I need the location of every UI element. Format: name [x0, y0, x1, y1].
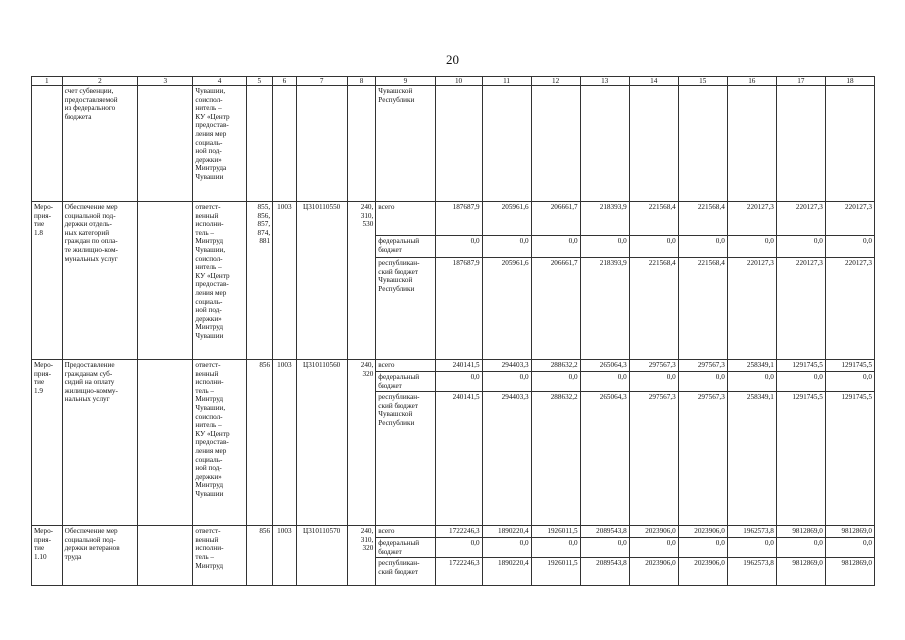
amount-cell: 206661,7: [531, 202, 580, 236]
amount-cell: 297567,3: [678, 360, 727, 372]
header-cell: 12: [531, 77, 580, 86]
header-cell: 2: [62, 77, 138, 86]
event-vr: 240, 310, 530: [347, 202, 376, 360]
amount-cell: 0,0: [678, 538, 727, 558]
event-vr: 240, 310, 320: [347, 526, 376, 586]
table-cell: [32, 86, 63, 202]
amount-cell: 0,0: [482, 372, 531, 392]
amount-cell: 220127,3: [727, 202, 776, 236]
table-cell: [776, 86, 825, 202]
funding-source: всего: [376, 526, 435, 538]
amount-cell: 1890220,4: [482, 558, 531, 586]
amount-cell: 221568,4: [678, 258, 727, 360]
amount-cell: 1722246,3: [435, 526, 482, 538]
table-row: [32, 526, 875, 538]
event-col3: [138, 526, 193, 586]
header-cell: 8: [347, 77, 376, 86]
amount-cell: 297567,3: [629, 360, 678, 372]
amount-cell: 0,0: [825, 372, 874, 392]
amount-cell: 2023906,0: [678, 558, 727, 586]
continuation-source: Чувашской Республики: [376, 86, 435, 202]
header-cell: 13: [580, 77, 629, 86]
amount-cell: 0,0: [435, 236, 482, 258]
funding-source: федеральный бюджет: [376, 236, 435, 258]
table-cell: [296, 86, 347, 202]
header-cell: 11: [482, 77, 531, 86]
event-rzpr: 1003: [273, 360, 297, 526]
header-cell: 3: [138, 77, 193, 86]
table-cell: [435, 86, 482, 202]
table-row: [32, 202, 875, 236]
header-cell: 17: [776, 77, 825, 86]
header-cell: 16: [727, 77, 776, 86]
funding-source: всего: [376, 360, 435, 372]
funding-source: республикан- ский бюджет: [376, 558, 435, 586]
amount-cell: 2023906,0: [629, 558, 678, 586]
amount-cell: 0,0: [482, 236, 531, 258]
amount-cell: 220127,3: [825, 258, 874, 360]
table-row: [32, 360, 875, 372]
amount-cell: 1291745,5: [825, 392, 874, 526]
amount-cell: 0,0: [580, 538, 629, 558]
amount-cell: 0,0: [727, 538, 776, 558]
table-cell: [273, 86, 297, 202]
event-csr: Ц310110570: [296, 526, 347, 586]
amount-cell: 0,0: [776, 236, 825, 258]
amount-cell: 1291745,5: [776, 392, 825, 526]
amount-cell: 0,0: [580, 236, 629, 258]
header-cell: 18: [825, 77, 874, 86]
amount-cell: 9812869,0: [825, 526, 874, 538]
amount-cell: 0,0: [629, 372, 678, 392]
amount-cell: 1962573,8: [727, 558, 776, 586]
amount-cell: 1962573,8: [727, 526, 776, 538]
event-name: Предоставление гражданам суб- сидий на оплату жилищно-комму- нальных услуг: [62, 360, 138, 526]
event-executor: ответст- венный исполни- тель – Минтруд: [193, 526, 246, 586]
event-executor: ответст- венный исполни- тель – Минтруд Чувашии, соиспол- нитель – КУ «Центр предостав- ления мер социаль- ной под- держки» Минтруд Чувашии: [193, 360, 246, 526]
amount-cell: 258349,1: [727, 392, 776, 526]
amount-cell: 0,0: [727, 372, 776, 392]
amount-cell: 0,0: [629, 236, 678, 258]
amount-cell: 0,0: [531, 236, 580, 258]
header-cell: 10: [435, 77, 482, 86]
amount-cell: 205961,6: [482, 202, 531, 236]
event-rzpr: 1003: [273, 526, 297, 586]
event-vr: 240, 320: [347, 360, 376, 526]
funding-source: всего: [376, 202, 435, 236]
amount-cell: 187687,9: [435, 202, 482, 236]
event-col3: [138, 202, 193, 360]
header-cell: 5: [246, 77, 273, 86]
table-cell: [246, 86, 273, 202]
event-csr: Ц310110550: [296, 202, 347, 360]
table-cell: [727, 86, 776, 202]
amount-cell: 0,0: [531, 372, 580, 392]
amount-cell: 0,0: [580, 372, 629, 392]
table-cell: [678, 86, 727, 202]
header-cell: 14: [629, 77, 678, 86]
amount-cell: 0,0: [482, 538, 531, 558]
program-table: [31, 76, 875, 586]
amount-cell: 0,0: [435, 538, 482, 558]
event-label: Меро- прия- тие 1.8: [32, 202, 63, 360]
amount-cell: 9812869,0: [776, 526, 825, 538]
funding-source: федеральный бюджет: [376, 372, 435, 392]
amount-cell: 2089543,8: [580, 558, 629, 586]
event-grbs: 856: [246, 526, 273, 586]
amount-cell: 220127,3: [776, 258, 825, 360]
amount-cell: 0,0: [531, 538, 580, 558]
table-cell: [482, 86, 531, 202]
amount-cell: 1722246,3: [435, 558, 482, 586]
header-cell: 4: [193, 77, 246, 86]
amount-cell: 0,0: [678, 372, 727, 392]
amount-cell: 265064,3: [580, 360, 629, 372]
amount-cell: 265064,3: [580, 392, 629, 526]
event-name: Обеспечение мер социальной под- держки отдель- ных категорий граждан по опла- те жилищно-ком- мунальных услуг: [62, 202, 138, 360]
amount-cell: 1291745,5: [776, 360, 825, 372]
amount-cell: 218393,9: [580, 202, 629, 236]
amount-cell: 2089543,8: [580, 526, 629, 538]
amount-cell: 220127,3: [825, 202, 874, 236]
event-rzpr: 1003: [273, 202, 297, 360]
event-col3: [138, 360, 193, 526]
continuation-row: [32, 86, 875, 202]
amount-cell: 297567,3: [678, 392, 727, 526]
amount-cell: 288632,2: [531, 392, 580, 526]
amount-cell: 220127,3: [776, 202, 825, 236]
event-label: Меро- прия- тие 1.9: [32, 360, 63, 526]
amount-cell: 221568,4: [629, 202, 678, 236]
amount-cell: 240141,5: [435, 360, 482, 372]
amount-cell: 1926011,5: [531, 526, 580, 538]
header-cell: 7: [296, 77, 347, 86]
amount-cell: 0,0: [727, 236, 776, 258]
amount-cell: 0,0: [825, 236, 874, 258]
amount-cell: 258349,1: [727, 360, 776, 372]
continuation-name: счет субвенции, предоставляемой из федерального бюджета: [62, 86, 138, 202]
funding-source: республикан- ский бюджет Чувашской Республики: [376, 258, 435, 360]
table-cell: [825, 86, 874, 202]
funding-source: федеральный бюджет: [376, 538, 435, 558]
event-csr: Ц310110560: [296, 360, 347, 526]
amount-cell: 218393,9: [580, 258, 629, 360]
amount-cell: 221568,4: [629, 258, 678, 360]
amount-cell: 0,0: [776, 372, 825, 392]
amount-cell: 240141,5: [435, 392, 482, 526]
event-executor: ответст- венный исполни- тель – Минтруд Чувашии, соиспол- нитель – КУ «Центр предостав- ления мер социаль- ной под- держки» Минтруд Чувашии: [193, 202, 246, 360]
amount-cell: 294403,3: [482, 392, 531, 526]
amount-cell: 294403,3: [482, 360, 531, 372]
table-cell: [629, 86, 678, 202]
continuation-executor: Чувашии, соиспол- нитель – КУ «Центр предостав- ления мер социаль- ной под- держки» Минтруда Чувашии: [193, 86, 246, 202]
amount-cell: 288632,2: [531, 360, 580, 372]
table-cell: [347, 86, 376, 202]
header-cell: 15: [678, 77, 727, 86]
event-label: Меро- прия- тие 1.10: [32, 526, 63, 586]
amount-cell: 220127,3: [727, 258, 776, 360]
amount-cell: 297567,3: [629, 392, 678, 526]
amount-cell: 0,0: [435, 372, 482, 392]
page-number: 20: [446, 52, 459, 67]
table-cell: [138, 86, 193, 202]
header-cell: 9: [376, 77, 435, 86]
amount-cell: 0,0: [825, 538, 874, 558]
amount-cell: 0,0: [678, 236, 727, 258]
amount-cell: 0,0: [629, 538, 678, 558]
table-cell: [531, 86, 580, 202]
amount-cell: 1890220,4: [482, 526, 531, 538]
amount-cell: 2023906,0: [678, 526, 727, 538]
header-cell: 6: [273, 77, 297, 86]
amount-cell: 206661,7: [531, 258, 580, 360]
amount-cell: 9812869,0: [776, 558, 825, 586]
funding-source: республикан- ский бюджет Чувашской Республики: [376, 392, 435, 526]
event-grbs: 855, 856, 857, 874, 881: [246, 202, 273, 360]
table-cell: [580, 86, 629, 202]
amount-cell: 1291745,5: [825, 360, 874, 372]
amount-cell: 9812869,0: [825, 558, 874, 586]
amount-cell: 221568,4: [678, 202, 727, 236]
amount-cell: 1926011,5: [531, 558, 580, 586]
event-grbs: 856: [246, 360, 273, 526]
amount-cell: 187687,9: [435, 258, 482, 360]
amount-cell: 205961,6: [482, 258, 531, 360]
amount-cell: 0,0: [776, 538, 825, 558]
amount-cell: 2023906,0: [629, 526, 678, 538]
event-name: Обеспечение мер социальной под- держки ветеранов труда: [62, 526, 138, 586]
header-cell: 1: [32, 77, 63, 86]
header-row: [32, 77, 875, 86]
